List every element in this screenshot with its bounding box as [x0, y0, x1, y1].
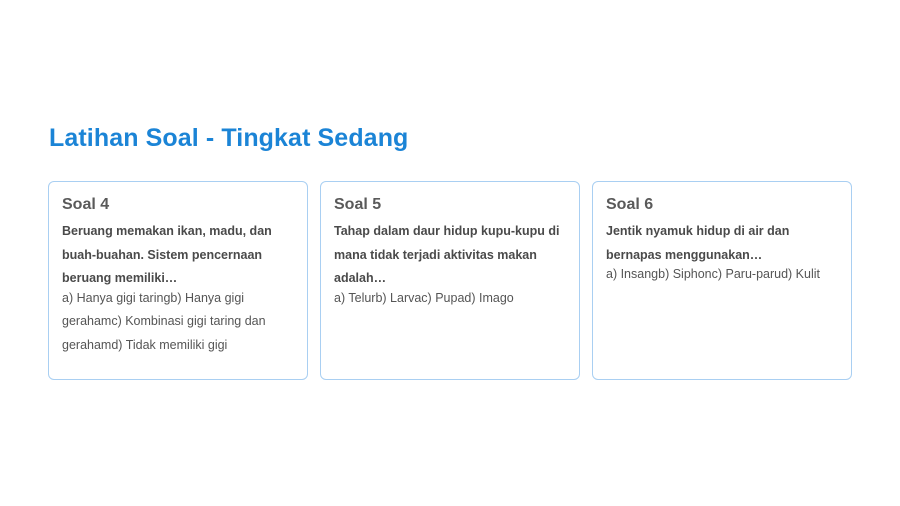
card-options: a) Hanya gigi taringb) Hanya gigi gerahamc) Kombinasi gigi taring dan gerahamd) Tidak memiliki gigi — [62, 290, 266, 352]
question-cards — [48, 181, 852, 380]
card-question: Jentik nyamuk hidup di air dan bernapas menggunakan… — [606, 224, 790, 262]
card-question: Beruang memakan ikan, madu, dan buah-buahan. Sistem pencernaan beruang memiliki… — [62, 224, 272, 285]
question-card-5 — [320, 181, 580, 380]
card-title: Soal 5 — [334, 196, 382, 213]
question-card-4 — [48, 181, 308, 380]
card-question: Tahap dalam daur hidup kupu-kupu di mana tidak terjadi aktivitas makan adalah… — [334, 224, 560, 285]
card-options: a) Telurb) Larvac) Pupad) Imago — [334, 290, 514, 305]
question-card-6 — [592, 181, 852, 380]
card-title: Soal 6 — [606, 196, 654, 213]
card-options: a) Insangb) Siphonc) Paru-parud) Kulit — [606, 267, 821, 281]
page-title: Latihan Soal - Tingkat Sedang — [49, 124, 409, 152]
card-title: Soal 4 — [62, 196, 110, 213]
